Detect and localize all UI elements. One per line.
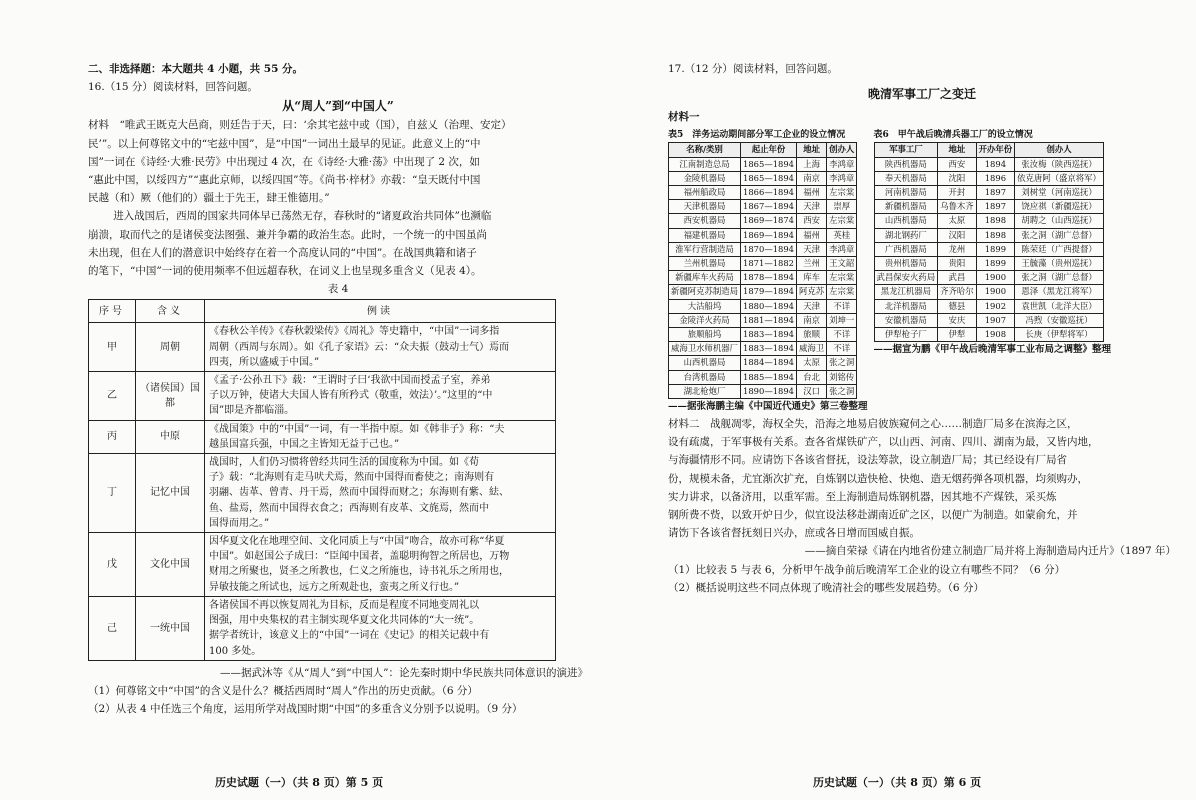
cell-location: 1899 bbox=[976, 242, 1015, 256]
cell-years: 1866—1894 bbox=[741, 186, 797, 200]
table-row bbox=[669, 228, 857, 242]
cell-years: 乌鲁木齐 bbox=[938, 200, 977, 214]
cell-name: 湖北枪炮厂 bbox=[669, 384, 741, 398]
cell-name: 福建机器局 bbox=[669, 228, 741, 242]
table-row bbox=[669, 257, 857, 271]
cell-location: 1900 bbox=[976, 271, 1015, 285]
row-number: 丙 bbox=[89, 420, 136, 453]
cell-name: 贵州机器局 bbox=[874, 257, 938, 271]
example-line: 《孟子·公孙丑下》载：“王谓时子曰‘我欲中国而授孟子室，养弟 bbox=[209, 375, 491, 387]
example-line: 鱼、盐焉，然而中国得衣食之；西海则有皮革、文旄焉，然而中 bbox=[209, 502, 489, 514]
table-row bbox=[669, 342, 857, 356]
table-row bbox=[669, 157, 857, 171]
material-line: 的笔下，“中国”一词的使用频率不但远超春秋，在词义上也呈现多重含义（见表 4）。 bbox=[88, 265, 482, 278]
cell-location: 库车 bbox=[797, 271, 827, 285]
cell-founder: 张之洞（湖广总督） bbox=[1015, 228, 1104, 242]
table-row bbox=[874, 171, 1103, 185]
cell-name: 台湾机器局 bbox=[669, 370, 741, 384]
table-row bbox=[669, 328, 857, 342]
table-4 bbox=[88, 299, 556, 660]
cell-location: 旅顺 bbox=[797, 328, 827, 342]
table-header: 地址 bbox=[938, 143, 977, 157]
cell-founder: 英桂 bbox=[827, 228, 857, 242]
question-16-material bbox=[88, 116, 588, 280]
row-example bbox=[205, 454, 556, 533]
table-row bbox=[874, 214, 1103, 228]
table-row bbox=[669, 271, 857, 285]
cell-founder: 不详 bbox=[827, 342, 857, 356]
row-number: 丁 bbox=[89, 454, 136, 533]
example-line: 国得而用之。” bbox=[209, 517, 270, 529]
cell-name: 河南机器局 bbox=[874, 186, 938, 200]
example-line: 子以万钟，使诸大夫国人皆有所矜式（敬重，效法）’。”这里的“中 bbox=[209, 390, 493, 402]
row-meaning: 周朝 bbox=[136, 323, 205, 372]
cell-years: 贵阳 bbox=[938, 257, 977, 271]
material-line: 民越（和）厥（他们的）疆土于先王，肆王惟德用。” bbox=[88, 192, 330, 205]
cell-name: 金陵洋火药局 bbox=[669, 313, 741, 327]
cell-name: 福州船政局 bbox=[669, 186, 741, 200]
table-header: 例读 bbox=[205, 300, 556, 323]
example-line: 《战国策》中的“中国”一词，有一半指中原。如《韩非子》称：“夫 bbox=[209, 423, 505, 435]
example-line: 周朝（西周与东周）。如《孔子家语》云：“众夫振（鼓动士气）焉而 bbox=[209, 341, 510, 353]
table-6-source: ——据宣为鹏《甲午战后晚清军事工业布局之调整》整理 bbox=[873, 344, 1112, 356]
cell-founder: 左宗棠 bbox=[827, 271, 857, 285]
tables-container bbox=[668, 128, 1176, 415]
cell-name: 武昌保安火药局 bbox=[874, 271, 938, 285]
example-line: 各诸侯国不再以恢复周礼为目标，反而是程度不同地变周礼以 bbox=[209, 599, 479, 611]
cell-years: 西安 bbox=[938, 157, 977, 171]
table-header: 创办人 bbox=[827, 143, 857, 157]
cell-name: 威海卫水师机器厂 bbox=[669, 342, 741, 356]
section-heading: 二、非选择题：本大题共 4 小题，共 55 分。 bbox=[88, 63, 304, 75]
row-number: 甲 bbox=[89, 323, 136, 372]
cell-name: 黑龙江机器局 bbox=[874, 285, 938, 299]
cell-years: 1869—1894 bbox=[741, 228, 797, 242]
example-line: 子》载：“北海则有走马吠犬焉，然而中国得而畜使之；南海则有 bbox=[209, 472, 495, 484]
table-header: 起止年份 bbox=[741, 143, 797, 157]
cell-name: 山西机器局 bbox=[669, 356, 741, 370]
cell-location: 1896 bbox=[976, 171, 1015, 185]
row-meaning: 一统中国 bbox=[136, 596, 205, 660]
cell-years: 伊犁 bbox=[938, 328, 977, 342]
example-line: 图强，用中央集权的君主制实现华夏文化共同体的“大一统”。 bbox=[209, 615, 480, 627]
cell-founder: 左宗棠 bbox=[827, 186, 857, 200]
table-header: 序号 bbox=[89, 300, 136, 323]
example-line: 战国时，人们仍习惯将曾经共同生活的国度称为中国。如《荀 bbox=[209, 457, 479, 469]
example-line: 四夷，所以盛威于中国。” bbox=[209, 356, 320, 368]
cell-name: 陕西机器局 bbox=[874, 157, 938, 171]
cell-years: 1883—1894 bbox=[741, 342, 797, 356]
cell-years: 1884—1894 bbox=[741, 356, 797, 370]
table-5 bbox=[668, 142, 857, 399]
cell-founder: 刘树堂（河南巡抚） bbox=[1015, 186, 1104, 200]
material-line: 民’”。以上何尊铭文中的“宅兹中国”，是“中国”一词出土最早的见证。此意义上的“中 bbox=[88, 137, 481, 150]
cell-name: 西安机器局 bbox=[669, 214, 741, 228]
cell-founder: 长庚（伊犁将军） bbox=[1015, 328, 1104, 342]
cell-founder: 饶应祺（新疆巡抚） bbox=[1015, 200, 1104, 214]
cell-years: 1878—1894 bbox=[741, 271, 797, 285]
table-row bbox=[89, 420, 556, 453]
row-example bbox=[205, 596, 556, 660]
example-line: 因华夏文化在地理空间、文化同质上与“中国”吻合，故亦可称“华夏 bbox=[209, 536, 505, 548]
cell-founder: 李鸿章 bbox=[827, 171, 857, 185]
example-line: 《春秋公羊传》《春秋榖梁传》《周礼》等史籍中，“中国”一词多指 bbox=[209, 326, 500, 338]
cell-name: 大沽船坞 bbox=[669, 299, 741, 313]
row-example bbox=[205, 533, 556, 597]
material-line: 钢所费不赀，以致开炉日少，似宜设法移赴湖南近矿之区，以便广为制造。如蒙俞允，并 bbox=[668, 509, 1078, 522]
cell-years: 1870—1894 bbox=[741, 242, 797, 256]
material-line: 份，规模未备，尤宜渐次扩充，自炼钢以造快枪、快炮、造无烟药弹各项机器，均须购办， bbox=[668, 472, 1088, 485]
material-1-label: 材料一 bbox=[668, 111, 700, 124]
cell-years: 1869—1874 bbox=[741, 214, 797, 228]
cell-years: 汉阳 bbox=[938, 228, 977, 242]
cell-founder: 左宗棠 bbox=[827, 285, 857, 299]
table-header: 含义 bbox=[136, 300, 205, 323]
cell-founder: 刘坤一 bbox=[827, 313, 857, 327]
cell-founder: 袁世凯（北洋大臣） bbox=[1015, 299, 1104, 313]
row-meaning: 记忆中国 bbox=[136, 454, 205, 533]
cell-name: 山西机器局 bbox=[874, 214, 938, 228]
table-row bbox=[874, 157, 1103, 171]
cell-location: 阿克苏 bbox=[797, 285, 827, 299]
table-row bbox=[669, 214, 857, 228]
cell-years: 开封 bbox=[938, 186, 977, 200]
question-17-prompt: 17.（12 分）阅读材料，回答问题。 bbox=[668, 63, 838, 75]
cell-years: 1865—1894 bbox=[741, 157, 797, 171]
cell-location: 台北 bbox=[797, 370, 827, 384]
material-line: 崩溃，取而代之的是诸侯变法图强、兼并争霸的政治生态。此时，一个统一的中国虽尚 bbox=[88, 228, 487, 241]
row-example bbox=[205, 323, 556, 372]
cell-founder: 张汝梅（陕西巡抚） bbox=[1015, 157, 1104, 171]
cell-founder: 张之洞（湖广总督） bbox=[1015, 271, 1104, 285]
cell-years: 1865—1894 bbox=[741, 171, 797, 185]
table-row bbox=[669, 285, 857, 299]
cell-founder: 王文韶 bbox=[827, 257, 857, 271]
cell-name: 江南制造总局 bbox=[669, 157, 741, 171]
cell-founder: 李鸿章 bbox=[827, 157, 857, 171]
material-line: 国”一词在《诗经·大雅·民劳》中出现过 4 次，在《诗经·大雅·荡》中出现了 2 次，如 bbox=[88, 155, 480, 168]
cell-location: 天津 bbox=[797, 200, 827, 214]
cell-location: 天津 bbox=[797, 299, 827, 313]
cell-location: 1908 bbox=[976, 328, 1015, 342]
cell-founder: 冯煦（安徽巡抚） bbox=[1015, 313, 1104, 327]
table-row bbox=[669, 313, 857, 327]
question-16-title: 从“周人”到“中国人” bbox=[282, 99, 394, 114]
material-line: 进入战国后，西周的国家共同体早已荡然无存，春秋时的“诸夏政治共同体”也濒临 bbox=[113, 210, 492, 223]
cell-location: 兰州 bbox=[797, 257, 827, 271]
cell-location: 1897 bbox=[976, 186, 1015, 200]
cell-name: 北洋机器局 bbox=[874, 299, 938, 313]
example-line: 100 多处。 bbox=[209, 645, 262, 657]
table-row bbox=[874, 313, 1103, 327]
cell-location: 太原 bbox=[797, 356, 827, 370]
example-line: 国”即是齐都临淄。 bbox=[209, 405, 295, 417]
cell-location: 南京 bbox=[797, 171, 827, 185]
table-row bbox=[89, 533, 556, 597]
cell-name: 新疆阿克苏制造局 bbox=[669, 285, 741, 299]
cell-years: 1885—1894 bbox=[741, 370, 797, 384]
example-line: 异敏技能之所试也，远方之所观赴也，蛮夷之所义行也。” bbox=[209, 581, 460, 593]
material-line: 材料 “唯武王既克大邑商，则廷告于天，曰：‘余其宅兹中或（国），自兹乂（治理、安定） bbox=[88, 119, 512, 132]
question-16-source: ——据武沐等《从“周人”到“中国人”：论先秦时期中华民族共同体意识的演进》 bbox=[220, 666, 588, 679]
cell-location: 1902 bbox=[976, 299, 1015, 313]
page-footer-left: 历史试题（一）（共 8 页）第 5 页 bbox=[214, 776, 384, 789]
cell-name: 兰州机器局 bbox=[669, 257, 741, 271]
table-header: 地址 bbox=[797, 143, 827, 157]
cell-name: 湖北钢药厂 bbox=[874, 228, 938, 242]
cell-location: 南京 bbox=[797, 313, 827, 327]
cell-name: 安徽机器局 bbox=[874, 313, 938, 327]
question-17-part-2: （2）概括说明这些不同点体现了晚清社会的哪些发展趋势。（6 分） bbox=[668, 581, 984, 594]
table-row bbox=[874, 200, 1103, 214]
cell-name: 天津机器局 bbox=[669, 200, 741, 214]
table-row bbox=[89, 454, 556, 533]
question-16-prompt: 16.（15 分）阅读材料，回答问题。 bbox=[88, 81, 258, 94]
table-5-caption: 表5 洋务运动期间部分军工企业的设立情况 bbox=[668, 130, 846, 141]
cell-location: 西安 bbox=[797, 214, 827, 228]
cell-location: 1897 bbox=[976, 200, 1015, 214]
material-line: 请饬下各该省督抚刻日兴办，庶或各日增而国威自振。 bbox=[668, 527, 920, 540]
question-16-part-1: （1）何尊铭文中“中国”的含义是什么？概括西周时“周人”作出的历史贡献。（6 分） bbox=[88, 684, 478, 697]
table-row bbox=[874, 271, 1103, 285]
material-line: 设有疏虞，于军事极有关系。查各省煤铁矿产，以山西、河南、四川、湖南为最，又皆内地， bbox=[668, 436, 1099, 449]
cell-name: 淮军行营制造局 bbox=[669, 242, 741, 256]
example-line: 财用之所聚也，贤圣之所教也，仁义之所施也，诗书礼乐之所用也， bbox=[209, 566, 509, 578]
question-17-title: 晚清军事工厂之变迁 bbox=[867, 87, 976, 102]
table-row bbox=[669, 171, 857, 185]
cell-founder: 刘铭传 bbox=[827, 370, 857, 384]
cell-founder: 依克唐阿（盛京将军） bbox=[1015, 171, 1104, 185]
table-header: 军事工厂 bbox=[874, 143, 938, 157]
table-row bbox=[874, 328, 1103, 342]
cell-years: 德县 bbox=[938, 299, 977, 313]
cell-location: 1898 bbox=[976, 214, 1015, 228]
question-16-part-2: （2）从表 4 中任选三个角度，运用所学对战国时期“中国”的多重含义分别予以说明。（9 分） bbox=[88, 703, 523, 716]
material-line: 未出现，但在人们的潜意识中始终存在着一个高度认同的“中国”。在战国典籍和诸子 bbox=[88, 246, 477, 259]
table-6-body bbox=[874, 157, 1103, 342]
example-line: 中国”。如赵国公子成曰：“臣闻中国者，盖聪明徇智之所居也，万物 bbox=[209, 551, 510, 563]
cell-founder: 崇厚 bbox=[827, 200, 857, 214]
table-row bbox=[874, 299, 1103, 313]
question-17-part-1: （1）比较表 5 与表 6，分析甲午战争前后晚清军工企业的设立有哪些不同？（6 分） bbox=[668, 563, 1066, 576]
cell-location: 福州 bbox=[797, 228, 827, 242]
table-6-caption: 表6 甲午战后晚清兵器工厂的设立情况 bbox=[873, 130, 1033, 141]
cell-location: 1900 bbox=[976, 285, 1015, 299]
table-5-source: ——据张海鹏主编《中国近代通史》第三卷整理 bbox=[668, 401, 868, 413]
material-line: 材料二 战舰凋零，海权全失，沿海之地易启彼族窥伺之心……制造厂局多在滨海之区， bbox=[668, 418, 1078, 431]
cell-founder: 左宗棠 bbox=[827, 214, 857, 228]
table-row bbox=[874, 285, 1103, 299]
table-4-caption: 表 4 bbox=[327, 283, 349, 296]
cell-founder: 陈荣廷（广西提督） bbox=[1015, 242, 1104, 256]
cell-location: 威海卫 bbox=[797, 342, 827, 356]
cell-years: 武昌 bbox=[938, 271, 977, 285]
table-row bbox=[874, 242, 1103, 256]
cell-name: 奉天机器局 bbox=[874, 171, 938, 185]
cell-founder: 张之洞 bbox=[827, 356, 857, 370]
example-line: 羽翮、齿革、曾青、丹干焉，然而中国得而财之；东海则有紫、紶、 bbox=[209, 487, 509, 499]
table-row bbox=[669, 299, 857, 313]
material-line: 与海疆情形不同。应请饬下各该省督抚，设法筹款，设立制造厂局；其已经设有厂局省 bbox=[668, 454, 1067, 467]
cell-founder: 恩泽（黑龙江将军） bbox=[1015, 285, 1104, 299]
table-row bbox=[874, 228, 1103, 242]
cell-location: 福州 bbox=[797, 186, 827, 200]
cell-years: 沈阳 bbox=[938, 171, 977, 185]
cell-founder: 不详 bbox=[827, 299, 857, 313]
example-line: 越虽国富兵强，中国之主皆知无益于己也。” bbox=[209, 438, 400, 450]
cell-founder: 李鸿章 bbox=[827, 242, 857, 256]
row-meaning: 中原 bbox=[136, 420, 205, 453]
table-row bbox=[669, 370, 857, 384]
cell-location: 1894 bbox=[976, 157, 1015, 171]
material-line: “惠此中国，以绥四方”“惠此京师，以绥四国”等。《尚书·梓材》亦载：“皇天既付中国 bbox=[88, 174, 481, 187]
material-line: 实力讲求，以备济用，以重军需。至上海制造局炼钢机器，因其地不产煤铁，采买炼 bbox=[668, 490, 1057, 503]
cell-years: 1890—1894 bbox=[741, 384, 797, 398]
table-row bbox=[669, 356, 857, 370]
cell-years: 1880—1894 bbox=[741, 299, 797, 313]
cell-years: 1871—1882 bbox=[741, 257, 797, 271]
cell-years: 1881—1894 bbox=[741, 313, 797, 327]
cell-location: 天津 bbox=[797, 242, 827, 256]
cell-location: 汉口 bbox=[797, 384, 827, 398]
cell-years: 龙州 bbox=[938, 242, 977, 256]
cell-location: 上海 bbox=[797, 157, 827, 171]
row-example bbox=[205, 420, 556, 453]
table-row bbox=[669, 200, 857, 214]
row-number: 戊 bbox=[89, 533, 136, 597]
cell-name: 新疆库车火药局 bbox=[669, 271, 741, 285]
cell-years: 太原 bbox=[938, 214, 977, 228]
cell-founder: 不详 bbox=[827, 328, 857, 342]
cell-location: 1898 bbox=[976, 228, 1015, 242]
table-row bbox=[669, 242, 857, 256]
table-header: 名称/类别 bbox=[669, 143, 741, 157]
row-number: 己 bbox=[89, 596, 136, 660]
cell-founder: 王毓藻（贵州巡抚） bbox=[1015, 257, 1104, 271]
cell-location: 1907 bbox=[976, 313, 1015, 327]
cell-name: 金陵机器局 bbox=[669, 171, 741, 185]
table-row bbox=[874, 186, 1103, 200]
cell-years: 1883—1894 bbox=[741, 328, 797, 342]
table-row bbox=[874, 257, 1103, 271]
page-right bbox=[598, 0, 1196, 800]
table-5-body bbox=[669, 157, 857, 398]
table-row bbox=[89, 323, 556, 372]
cell-location: 1899 bbox=[976, 257, 1015, 271]
cell-years: 齐齐哈尔 bbox=[938, 285, 977, 299]
cell-founder: 胡聘之（山西巡抚） bbox=[1015, 214, 1104, 228]
row-meaning: 文化中国 bbox=[136, 533, 205, 597]
table-6-block bbox=[874, 128, 1112, 415]
cell-founder: 张之洞 bbox=[827, 384, 857, 398]
table-row bbox=[89, 596, 556, 660]
row-meaning: （诸侯国）国都 bbox=[136, 372, 205, 421]
row-number: 乙 bbox=[89, 372, 136, 421]
cell-years: 1867—1894 bbox=[741, 200, 797, 214]
table-row bbox=[669, 186, 857, 200]
example-line: 据学者统计，该意义上的“中国”一词在《史记》的相关记载中有 bbox=[209, 630, 490, 642]
table-row bbox=[669, 384, 857, 398]
cell-years: 安庆 bbox=[938, 313, 977, 327]
page-footer-right: 历史试题（一）（共 8 页）第 6 页 bbox=[812, 776, 982, 789]
row-example bbox=[205, 372, 556, 421]
material-2 bbox=[668, 415, 1176, 542]
cell-name: 旅顺船坞 bbox=[669, 328, 741, 342]
cell-years: 1879—1894 bbox=[741, 285, 797, 299]
table-5-block bbox=[668, 128, 868, 415]
table-6 bbox=[874, 142, 1104, 342]
cell-name: 新疆机器局 bbox=[874, 200, 938, 214]
material-2-source: ——摘自荣禄《请在内地省份建立制造厂局并将上海制造局内迁片》（1897 年） bbox=[804, 545, 1176, 558]
cell-name: 伊犁枪子厂 bbox=[874, 328, 938, 342]
table-header: 开办年份 bbox=[976, 143, 1015, 157]
table-header: 创办人 bbox=[1015, 143, 1104, 157]
table-row bbox=[89, 372, 556, 421]
cell-name: 广西机器局 bbox=[874, 242, 938, 256]
